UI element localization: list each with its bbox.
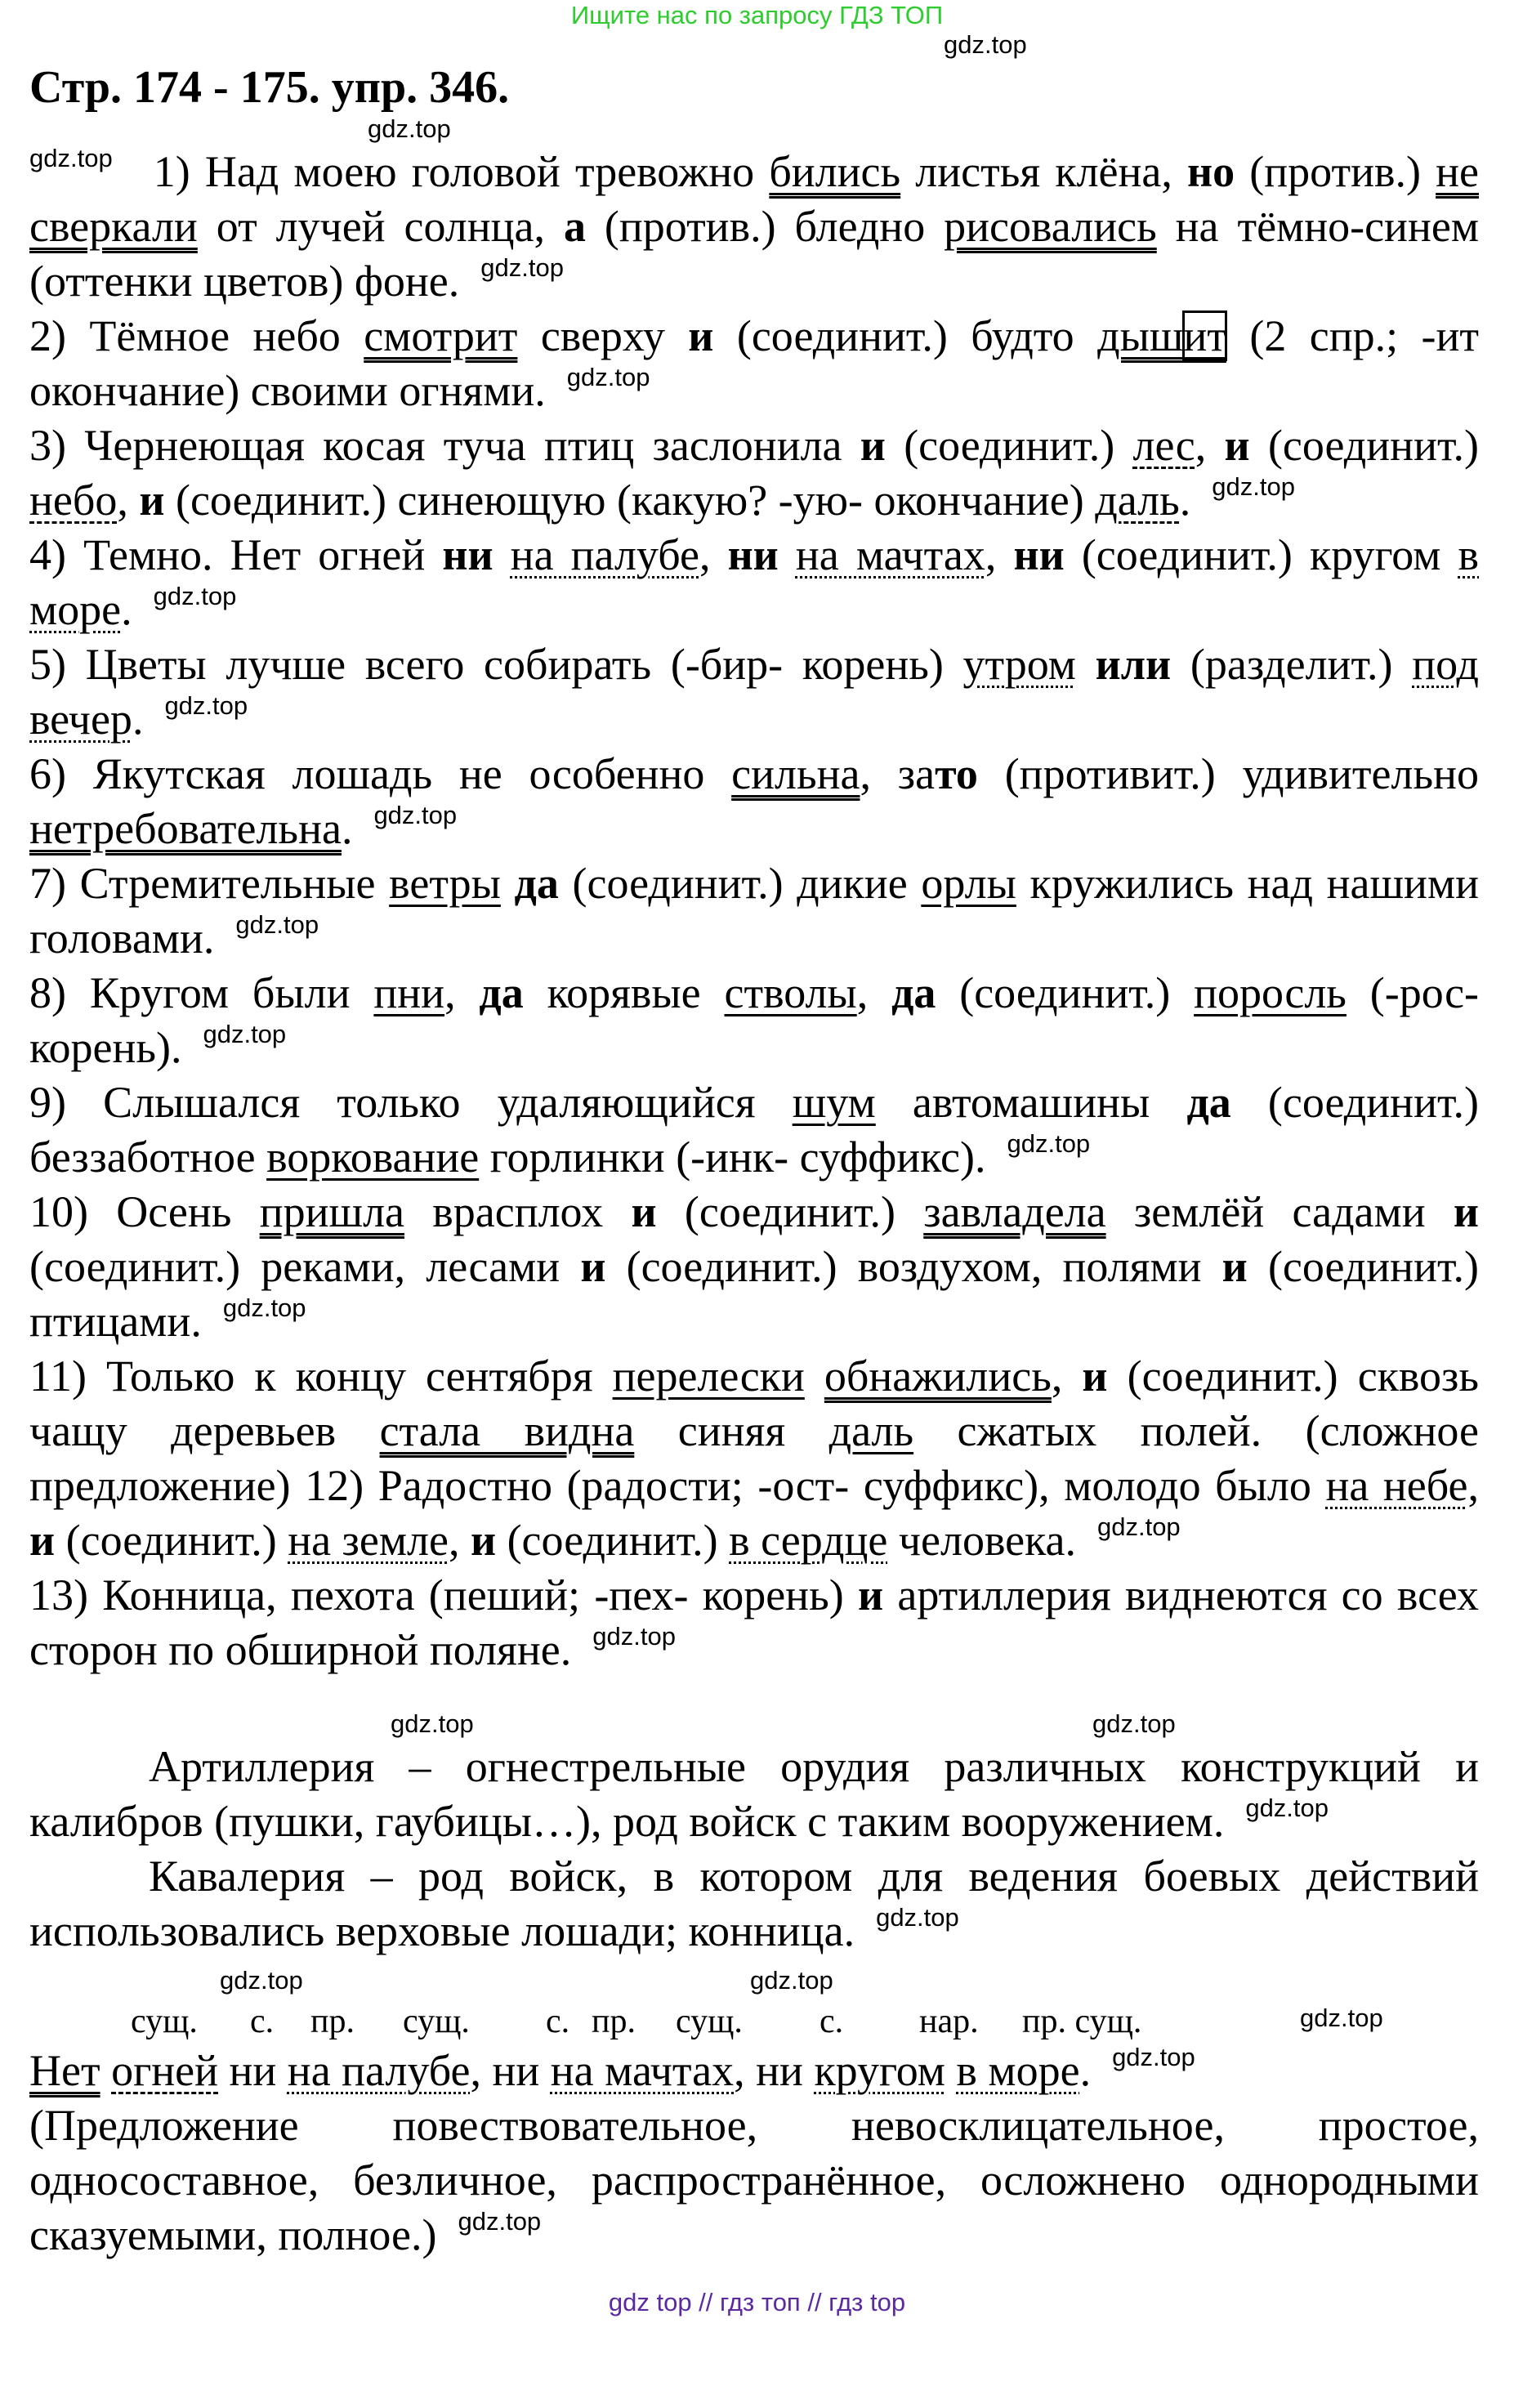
text-run: 9) Слышался только удаляющийся bbox=[29, 1078, 793, 1127]
text-run: , bbox=[448, 1516, 471, 1565]
underlined-word: кругом bbox=[814, 2046, 945, 2095]
watermark: gdz.top bbox=[220, 1966, 303, 1995]
text-run: . bbox=[132, 695, 144, 744]
answer-item bbox=[29, 418, 1479, 528]
watermark: gdz.top bbox=[368, 114, 451, 143]
watermark: gdz.top bbox=[235, 910, 319, 939]
text-run: листья клёна, bbox=[900, 147, 1188, 196]
parsed-sentence bbox=[29, 2044, 1479, 2098]
text-run: 3) Чернеющая косая туча птиц заслонила bbox=[29, 421, 860, 470]
text-run: , bbox=[444, 968, 480, 1017]
watermark: gdz.top bbox=[1300, 2004, 1383, 2032]
conjunction: и bbox=[857, 1570, 884, 1619]
text-run: , bbox=[699, 530, 728, 579]
watermark: gdz.top bbox=[153, 582, 237, 610]
underlined-word: смотрит bbox=[364, 311, 518, 360]
text-run: человека. bbox=[887, 1516, 1076, 1565]
text-run bbox=[494, 530, 511, 579]
underlined-word: бились bbox=[769, 147, 901, 196]
text-run: (разделит.) bbox=[1171, 640, 1413, 689]
conjunction: и bbox=[631, 1187, 657, 1236]
text-run: корявые bbox=[523, 968, 725, 1017]
answer-item bbox=[29, 856, 1479, 966]
text-run: 1) Над моею головой тревожно bbox=[153, 147, 770, 196]
text-run: (против.) бледно bbox=[585, 202, 945, 251]
conjunction: и bbox=[29, 1516, 56, 1565]
text-run: , ни bbox=[734, 2046, 815, 2095]
text-run: (соединит.) дикие bbox=[558, 859, 922, 908]
underlined-word: ит bbox=[1183, 311, 1226, 360]
text-run: 11) Только к концу сентября bbox=[29, 1351, 613, 1401]
watermark-row bbox=[0, 115, 1514, 145]
answer-item bbox=[29, 309, 1479, 418]
underlined-word: завладела bbox=[923, 1187, 1106, 1236]
underlined-word: огней bbox=[111, 2046, 218, 2095]
conjunction: и bbox=[580, 1242, 606, 1291]
text-run: (соединит.) реками, лесами bbox=[29, 1242, 581, 1291]
underlined-word: перелески bbox=[612, 1351, 805, 1401]
text-run: (соединит.) bbox=[1249, 421, 1480, 470]
text-run: (соединит.) bbox=[496, 1516, 730, 1565]
text-run: синяя bbox=[634, 1406, 829, 1455]
text-run: 4) Темно. Нет огней bbox=[29, 530, 443, 579]
watermark: gdz.top bbox=[1092, 1709, 1176, 1738]
underlined-word: в море bbox=[956, 2046, 1080, 2095]
text-run: (противит.) удивительно bbox=[977, 749, 1479, 798]
answer-item bbox=[29, 966, 1479, 1075]
underlined-word: рисовались bbox=[944, 202, 1157, 251]
sentence-description-row bbox=[29, 2098, 1479, 2263]
conjunction: ни bbox=[727, 530, 779, 579]
answer-item bbox=[29, 1349, 1479, 1568]
answer-item bbox=[29, 1185, 1479, 1349]
watermark: gdz.top bbox=[566, 363, 650, 391]
text-run: , за bbox=[860, 749, 936, 798]
underlined-word: на земле bbox=[288, 1516, 449, 1565]
text-run: , bbox=[1195, 421, 1225, 470]
watermark: gdz.top bbox=[373, 801, 458, 829]
text-run: . bbox=[121, 585, 132, 634]
text-run: , bbox=[985, 530, 1014, 579]
watermark: gdz.top bbox=[480, 253, 564, 282]
text-run: сжатых полей. (сложное предложение) 12) Радостно (радости; -ост- суффикс), молодо было bbox=[29, 1406, 1479, 1510]
conjunction: да bbox=[1186, 1078, 1231, 1127]
text-run: . bbox=[1179, 476, 1191, 525]
text-run: (соединит.) bbox=[55, 1516, 288, 1565]
text-run: 10) Осень bbox=[29, 1187, 260, 1236]
text-run: ни bbox=[218, 2046, 288, 2095]
text-run: на тёмно-синем (оттенки цветов) фоне. bbox=[29, 202, 1479, 306]
conjunction: а bbox=[563, 202, 586, 251]
underlined-word: на палубе bbox=[510, 530, 699, 579]
part-of-speech-labels bbox=[0, 2001, 1514, 2044]
pos-label: с. bbox=[546, 2003, 570, 2040]
conjunction: да bbox=[891, 968, 936, 1017]
answer-item bbox=[29, 637, 1479, 747]
underlined-word: Нет bbox=[29, 2046, 100, 2095]
text-run: автомашины bbox=[875, 1078, 1187, 1127]
text-run: кружились над нашими головами. bbox=[29, 859, 1480, 963]
text-run: (соединит.) bbox=[936, 968, 1195, 1017]
text-run: горлинки (-инк- суффикс). bbox=[479, 1133, 986, 1182]
conjunction: и bbox=[470, 1516, 497, 1565]
underlined-word: на палубе bbox=[287, 2046, 471, 2095]
text-run: , bbox=[117, 476, 140, 525]
answer-item bbox=[29, 528, 1479, 637]
watermark: gdz.top bbox=[876, 1903, 959, 1932]
text-run: (соединит.) кругом bbox=[1064, 530, 1458, 579]
watermark: gdz.top bbox=[1007, 1129, 1091, 1158]
watermark-row bbox=[0, 1967, 1514, 1996]
text-run: 2) Тёмное небо bbox=[29, 311, 364, 360]
conjunction: и bbox=[688, 311, 714, 360]
text-run: (соединит.) воздухом, полями bbox=[605, 1242, 1222, 1291]
underlined-word: небо bbox=[29, 476, 118, 525]
underlined-word: на небе bbox=[1325, 1461, 1468, 1510]
conjunction: или bbox=[1095, 640, 1172, 689]
underlined-word: поросль bbox=[1194, 968, 1347, 1017]
sentence-description: (Предложение повествовательное, невосклицательное, простое, односоставное, безличное, распространённое, осложнено однородными сказуемыми, полное.) bbox=[29, 2101, 1479, 2259]
watermark: gdz.top bbox=[164, 691, 248, 720]
conjunction: и bbox=[139, 476, 165, 525]
text-run: врасплох bbox=[404, 1187, 632, 1236]
text-run: , bbox=[1467, 1461, 1480, 1510]
text-run: (соединит.) bbox=[656, 1187, 924, 1236]
answer-item bbox=[29, 1075, 1479, 1185]
pos-label: сущ. bbox=[131, 2003, 198, 2040]
text-run: сверху bbox=[517, 311, 689, 360]
pos-label: пр. bbox=[310, 2003, 355, 2040]
text-run: (соединит.) синеющую (какую? -ую- окончание) bbox=[164, 476, 1096, 525]
text-run: землёй садами bbox=[1105, 1187, 1454, 1236]
underlined-word: ветры bbox=[389, 859, 501, 908]
exercise-answers bbox=[29, 145, 1479, 1678]
answer-item bbox=[29, 145, 1479, 309]
text-run: (соединит.) беззаботное bbox=[29, 1078, 1479, 1182]
text-run bbox=[100, 2046, 112, 2095]
conjunction: и bbox=[1221, 1242, 1248, 1291]
watermark: gdz.top bbox=[29, 144, 113, 172]
conjunction: да bbox=[514, 859, 559, 908]
definition-artillery: Артиллерия – огнестрельные орудия различных конструкций и калибров (пушки, гаубицы…), род войск с таким вооружением. bbox=[29, 1742, 1479, 1846]
text-run: 13) Конница, пехота (пеший; -пех- корень) bbox=[29, 1570, 858, 1619]
text-run: (соединит.) сквозь чащу деревьев bbox=[29, 1351, 1479, 1455]
underlined-word: не сверкали bbox=[29, 147, 1479, 251]
text-run: артиллерия виднеются со всех сторон по обширной поляне. bbox=[29, 1570, 1479, 1674]
text-run bbox=[501, 859, 515, 908]
underlined-word: стволы bbox=[724, 968, 857, 1017]
text-run: 8) Кругом были bbox=[29, 968, 374, 1017]
definition-cavalry-row bbox=[29, 1849, 1479, 1959]
conjunction: и bbox=[1224, 421, 1250, 470]
promo-banner[interactable]: Ищите нас по запросу ГДЗ ТОП bbox=[570, 1, 944, 29]
answer-item bbox=[29, 747, 1479, 856]
underlined-word: орлы bbox=[921, 859, 1016, 908]
pos-label: с. bbox=[250, 2003, 275, 2040]
underlined-word: лес bbox=[1132, 421, 1195, 470]
text-run: (2 спр.; -ит окончание) своими огнями. bbox=[29, 311, 1480, 415]
underlined-word: в море bbox=[29, 530, 1480, 634]
watermark: gdz.top bbox=[1245, 1794, 1329, 1822]
pos-label: сущ. bbox=[403, 2003, 470, 2040]
watermark: gdz.top bbox=[944, 30, 1027, 59]
watermark: gdz.top bbox=[1112, 2043, 1195, 2071]
watermark-row bbox=[0, 31, 1514, 60]
watermark: gdz.top bbox=[1212, 472, 1295, 501]
pos-label: нар. bbox=[919, 2003, 979, 2040]
text-run bbox=[779, 530, 796, 579]
underlined-word: пни bbox=[373, 968, 445, 1017]
definition-artillery-row bbox=[29, 1740, 1479, 1849]
text-run: от лучей солнца, bbox=[197, 202, 564, 251]
conjunction: и bbox=[1082, 1351, 1108, 1401]
watermark: gdz.top bbox=[458, 2207, 542, 2236]
pos-label: пр. сущ. bbox=[1022, 2003, 1142, 2040]
watermark: gdz.top bbox=[592, 1622, 676, 1651]
text-run: (соединит.) птицами. bbox=[29, 1242, 1479, 1346]
text-run: , ни bbox=[470, 2046, 551, 2095]
conjunction: и bbox=[860, 421, 886, 470]
underlined-word: воркование bbox=[266, 1133, 480, 1182]
text-run: 7) Стремительные bbox=[29, 859, 390, 908]
underlined-word: утром bbox=[962, 640, 1076, 689]
watermark: gdz.top bbox=[750, 1966, 833, 1995]
underlined-word: пришла bbox=[259, 1187, 404, 1236]
underlined-word: дыш bbox=[1097, 311, 1184, 360]
text-run: 5) Цветы лучше всего собирать (-бир- корень) bbox=[29, 640, 963, 689]
text-run: . bbox=[1079, 2046, 1092, 2095]
watermark-row bbox=[0, 1710, 1514, 1740]
conjunction: но bbox=[1187, 147, 1235, 196]
definition-cavalry: Кавалерия – род войск, в котором для ведения боевых действий использовались верховые лошади; конница. bbox=[29, 1852, 1479, 1955]
text-run bbox=[945, 2046, 957, 2095]
text-run: (соединит.) будто bbox=[713, 311, 1098, 360]
watermark: gdz.top bbox=[222, 1293, 306, 1322]
text-run: , bbox=[856, 968, 892, 1017]
text-run: (соединит.) bbox=[885, 421, 1133, 470]
text-run: , bbox=[1051, 1351, 1083, 1401]
watermark: gdz.top bbox=[391, 1709, 474, 1738]
text-run bbox=[1076, 640, 1096, 689]
conjunction: и bbox=[1453, 1187, 1480, 1236]
underlined-word: даль bbox=[1095, 476, 1180, 525]
underlined-word: в сердце bbox=[729, 1516, 888, 1565]
footer-links[interactable]: gdz top // гдз топ // гдз top bbox=[608, 2288, 906, 2316]
underlined-word: под вечер bbox=[29, 640, 1480, 744]
text-run bbox=[805, 1351, 824, 1401]
underlined-word: на мачтах bbox=[550, 2046, 735, 2095]
watermark: gdz.top bbox=[203, 1020, 287, 1048]
underlined-word: нетребовательна bbox=[29, 804, 342, 853]
text-run: (против.) bbox=[1235, 147, 1436, 196]
underlined-word: на мачтах bbox=[795, 530, 985, 579]
pos-label: сущ. bbox=[676, 2003, 743, 2040]
pos-label: с. bbox=[820, 2003, 844, 2040]
conjunction: то bbox=[935, 749, 978, 798]
text-run: (-рос- корень). bbox=[29, 968, 1480, 1072]
answer-item bbox=[29, 1568, 1479, 1678]
underlined-word: даль bbox=[828, 1406, 914, 1455]
conjunction: да bbox=[479, 968, 524, 1017]
text-run: 6) Якутская лошадь не особенно bbox=[29, 749, 732, 798]
sentence-parse bbox=[29, 2044, 1479, 2263]
text-run: . bbox=[341, 804, 353, 853]
underlined-word: сильна bbox=[731, 749, 860, 798]
underlined-word: обнажились bbox=[824, 1351, 1052, 1401]
pos-label: пр. bbox=[592, 2003, 636, 2040]
definitions bbox=[29, 1740, 1479, 1959]
underlined-word: шум bbox=[792, 1078, 876, 1127]
watermark: gdz.top bbox=[1096, 1512, 1181, 1541]
conjunction: ни bbox=[1013, 530, 1065, 579]
conjunction: ни bbox=[442, 530, 494, 579]
underlined-word: стала видна bbox=[379, 1406, 635, 1455]
page-title: Стр. 174 - 175. упр. 346. bbox=[29, 62, 510, 113]
